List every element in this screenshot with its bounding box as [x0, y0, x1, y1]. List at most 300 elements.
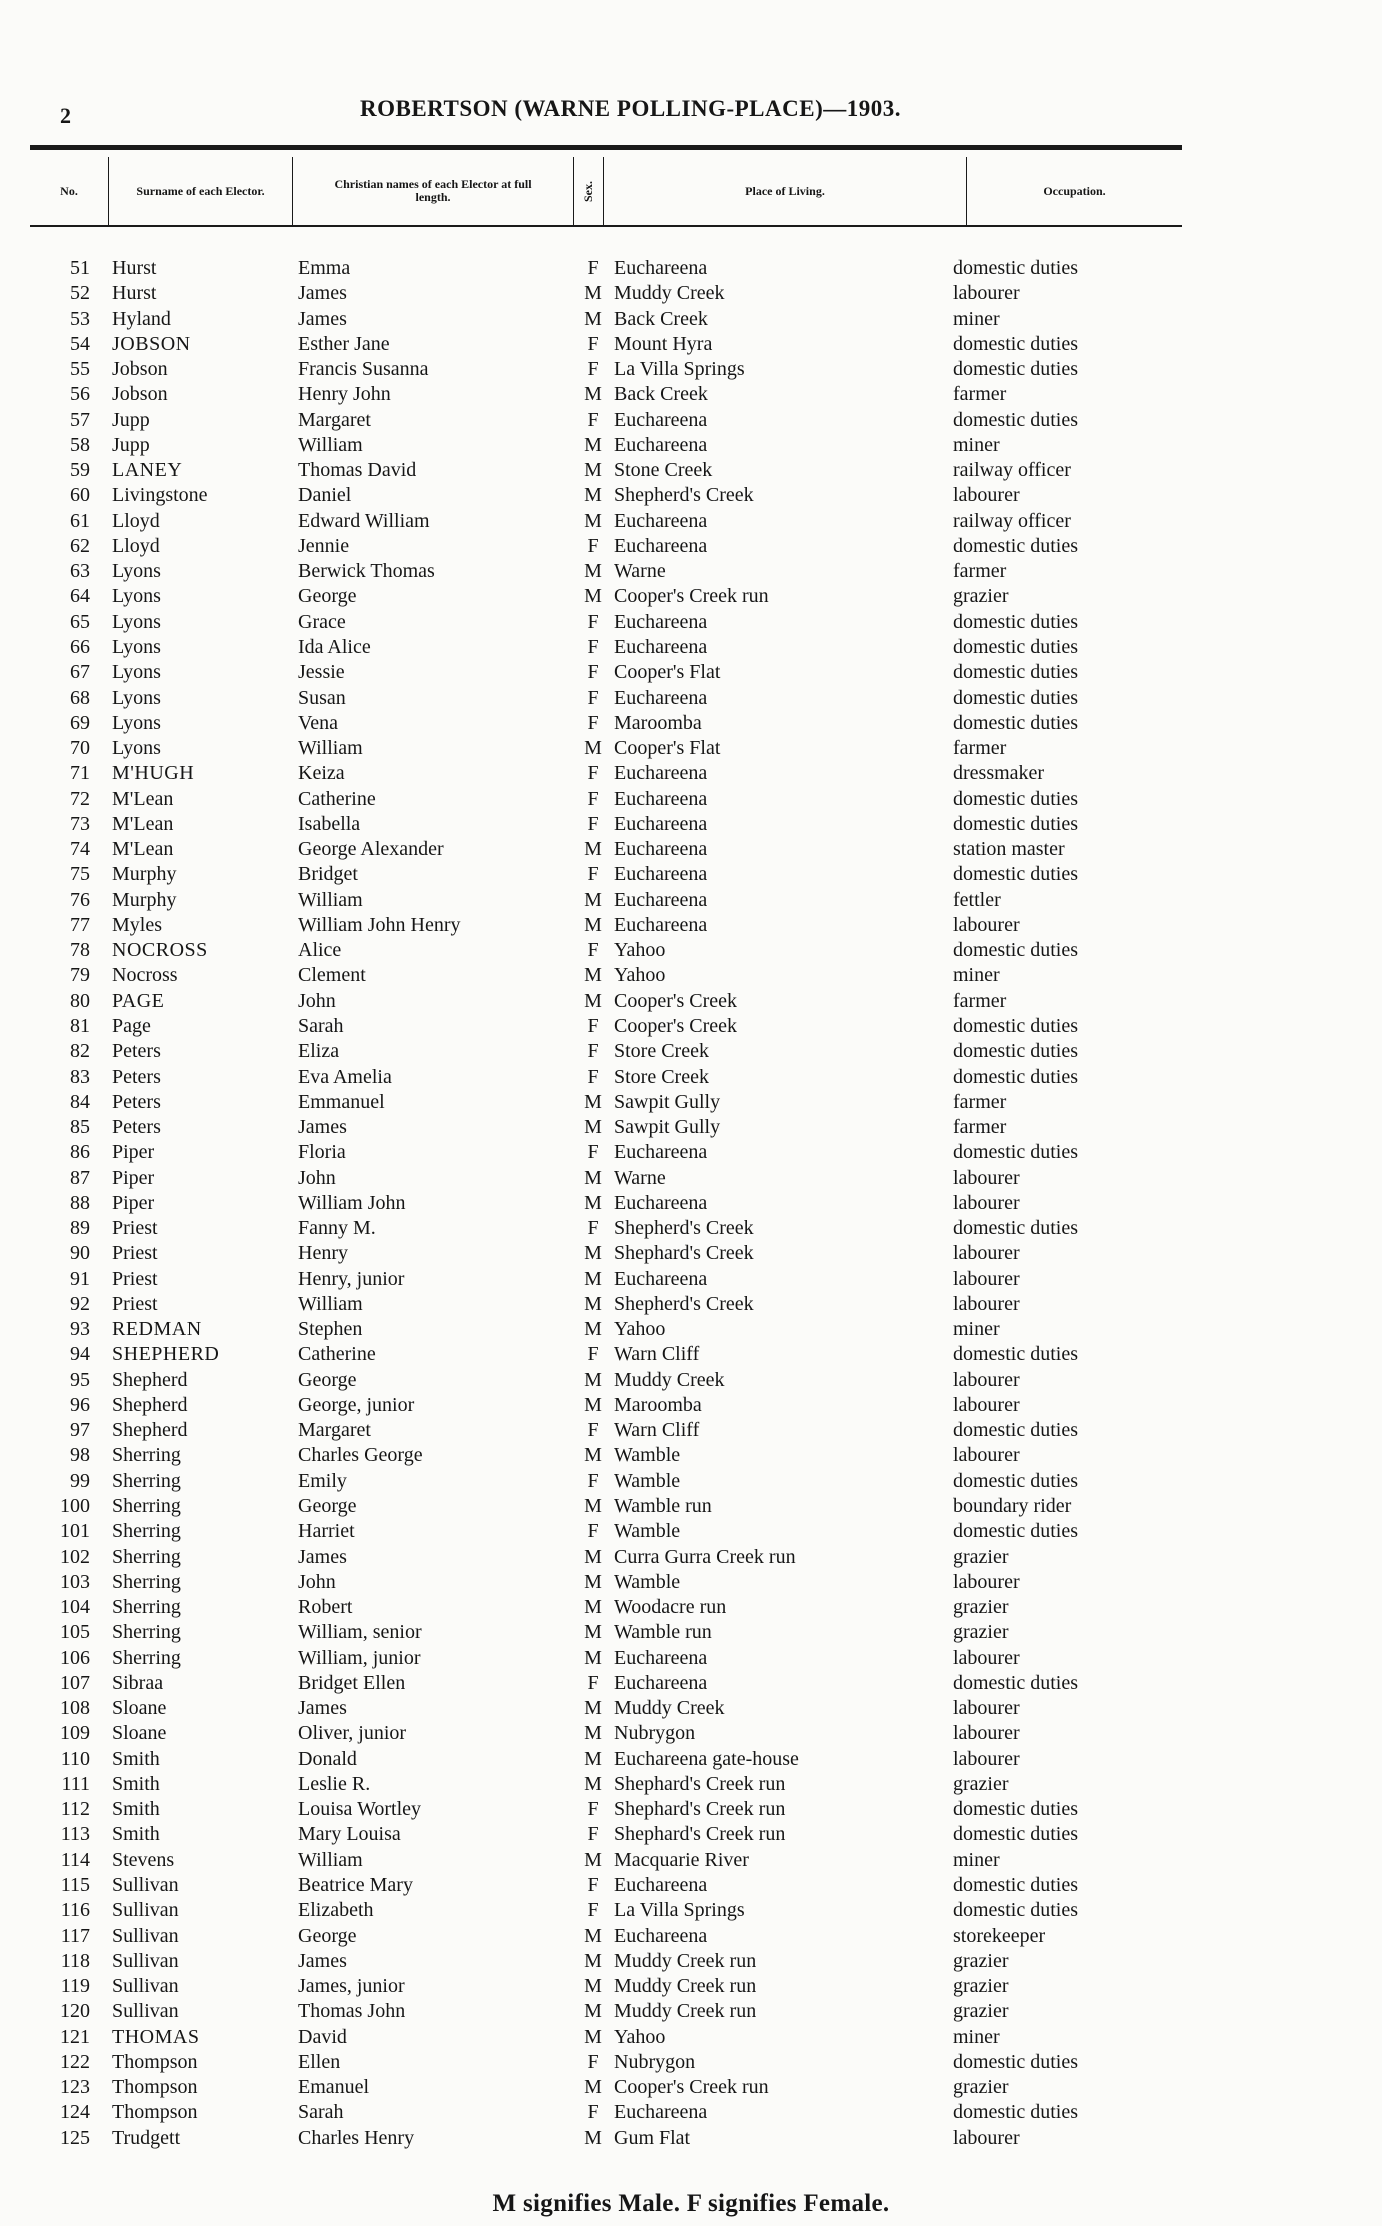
elector-surname: Smith — [112, 1798, 160, 1821]
table-row — [0, 559, 1382, 584]
elector-place-of-living: Sawpit Gully — [614, 1116, 721, 1139]
elector-place-of-living: Muddy Creek run — [614, 1975, 757, 1998]
table-row — [0, 812, 1382, 837]
elector-christian-names: Vena — [298, 711, 338, 734]
elector-surname: Sherring — [112, 1570, 181, 1593]
elector-number: 73 — [70, 812, 90, 835]
elector-sex: M — [584, 1621, 602, 1644]
elector-christian-names: George — [298, 1495, 357, 1518]
elector-christian-names: Jennie — [298, 534, 350, 557]
elector-christian-names: Mary Louisa — [298, 1823, 401, 1846]
elector-number: 94 — [70, 1343, 90, 1366]
elector-christian-names: James — [298, 1697, 347, 1720]
elector-sex: M — [584, 484, 602, 507]
elector-sex: M — [584, 307, 602, 330]
elector-place-of-living: Maroomba — [614, 1393, 702, 1416]
table-row — [0, 382, 1382, 407]
elector-place-of-living: Cooper's Creek run — [614, 585, 769, 608]
elector-place-of-living: Cooper's Creek — [614, 1014, 738, 1037]
elector-number: 55 — [70, 358, 90, 381]
elector-occupation: domestic duties — [953, 1469, 1078, 1492]
elector-number: 119 — [60, 1975, 90, 1998]
elector-surname: Priest — [112, 1217, 158, 1240]
table-row — [0, 1317, 1382, 1342]
elector-christian-names: Louisa Wortley — [298, 1798, 421, 1821]
table-row — [0, 1974, 1382, 1999]
elector-sex: M — [584, 737, 602, 760]
elector-sex: M — [584, 1975, 602, 1998]
elector-christian-names: Susan — [298, 686, 346, 709]
elector-occupation: domestic duties — [953, 1823, 1078, 1846]
elector-sex: M — [584, 509, 602, 532]
elector-surname: Sherring — [112, 1545, 181, 1568]
elector-sex: M — [584, 560, 602, 583]
elector-sex: M — [584, 383, 602, 406]
elector-number: 79 — [70, 964, 90, 987]
elector-surname: Sullivan — [112, 1874, 179, 1896]
elector-place-of-living: Shepherd's Creek — [614, 1217, 754, 1240]
table-row — [0, 1519, 1382, 1544]
elector-surname: M'Lean — [112, 812, 174, 835]
elector-number: 66 — [70, 635, 90, 658]
elector-number: 113 — [60, 1823, 90, 1846]
table-row — [0, 1368, 1382, 1393]
elector-christian-names: Sarah — [298, 2101, 344, 2124]
elector-place-of-living: Muddy Creek — [614, 1697, 725, 1720]
table-row — [0, 1140, 1382, 1165]
elector-occupation: labourer — [953, 1570, 1020, 1593]
elector-sex: M — [584, 2076, 602, 2099]
elector-occupation: domestic duties — [953, 1343, 1078, 1366]
elector-sex: M — [584, 1949, 602, 1972]
elector-sex: F — [587, 1469, 599, 1492]
table-row — [0, 1873, 1382, 1898]
elector-place-of-living: Euchareena — [614, 913, 708, 936]
elector-place-of-living: Warne — [614, 560, 666, 583]
elector-surname: Hurst — [112, 257, 157, 279]
elector-surname: Lyons — [112, 737, 161, 760]
elector-place-of-living: Wamble — [614, 1570, 681, 1593]
elector-sex: M — [584, 1646, 602, 1669]
elector-christian-names: William — [298, 1292, 363, 1315]
elector-occupation: labourer — [953, 1722, 1020, 1745]
elector-number: 88 — [70, 1191, 90, 1214]
table-row — [0, 1191, 1382, 1216]
elector-place-of-living: Shepherd's Creek — [614, 484, 754, 507]
elector-place-of-living: La Villa Springs — [614, 1899, 745, 1922]
elector-place-of-living: Yahoo — [614, 964, 666, 987]
elector-sex: M — [584, 1772, 602, 1795]
elector-place-of-living: Euchareena — [614, 787, 708, 810]
elector-christian-names: John — [298, 1570, 336, 1593]
elector-sex: M — [584, 1292, 602, 1315]
elector-occupation: domestic duties — [953, 257, 1078, 279]
elector-sex: M — [584, 1495, 602, 1518]
elector-number: 121 — [60, 2025, 90, 2048]
elector-surname: Murphy — [112, 863, 177, 886]
elector-occupation: domestic duties — [953, 610, 1078, 633]
table-row — [0, 913, 1382, 938]
elector-surname: Murphy — [112, 888, 177, 911]
elector-sex: F — [587, 1040, 599, 1063]
elector-sex: F — [587, 762, 599, 785]
elector-number: 61 — [70, 509, 90, 532]
elector-number: 124 — [60, 2101, 90, 2124]
elector-surname: Jupp — [112, 433, 150, 456]
elector-christian-names: Emmanuel — [298, 1090, 385, 1113]
elector-place-of-living: Shephard's Creek run — [614, 1823, 786, 1846]
elector-occupation: grazier — [953, 1772, 1009, 1795]
elector-place-of-living: Euchareena — [614, 863, 708, 886]
elector-sex: M — [584, 1444, 602, 1467]
elector-number: 51 — [70, 257, 90, 279]
elector-sex: M — [584, 1697, 602, 1720]
elector-sex: M — [584, 1191, 602, 1214]
elector-occupation: miner — [953, 2025, 1000, 2048]
elector-surname: JOBSON — [112, 332, 191, 355]
table-row — [0, 534, 1382, 559]
elector-number: 64 — [70, 585, 90, 608]
elector-occupation: station master — [953, 838, 1065, 861]
elector-number: 63 — [70, 560, 90, 583]
elector-place-of-living: Yahoo — [614, 1318, 666, 1341]
elector-sex: M — [584, 2000, 602, 2023]
elector-christian-names: Harriet — [298, 1520, 355, 1543]
elector-number: 80 — [70, 989, 90, 1012]
elector-occupation: farmer — [953, 383, 1007, 406]
elector-place-of-living: Euchareena — [614, 1646, 708, 1669]
elector-occupation: grazier — [953, 2000, 1009, 2023]
elector-surname: Sherring — [112, 1596, 181, 1619]
elector-sex: F — [587, 939, 599, 962]
elector-sex: F — [587, 1217, 599, 1240]
elector-number: 112 — [60, 1798, 90, 1821]
elector-occupation: domestic duties — [953, 408, 1078, 431]
elector-christian-names: John — [298, 1166, 336, 1189]
elector-sex: M — [584, 838, 602, 861]
elector-christian-names: Catherine — [298, 787, 376, 810]
elector-occupation: labourer — [953, 1191, 1020, 1214]
elector-number: 89 — [70, 1217, 90, 1240]
elector-surname: Jobson — [112, 383, 168, 406]
elector-christian-names: Emma — [298, 257, 351, 279]
elector-sex: F — [587, 1899, 599, 1922]
elector-number: 84 — [70, 1090, 90, 1113]
elector-sex: F — [587, 1141, 599, 1164]
elector-place-of-living: Euchareena — [614, 1924, 708, 1947]
header-sex — [574, 157, 603, 225]
table-row — [0, 2126, 1382, 2151]
elector-occupation: domestic duties — [953, 2050, 1078, 2073]
elector-sex: M — [584, 964, 602, 987]
table-row — [0, 1772, 1382, 1797]
table-row — [0, 1494, 1382, 1519]
header-surname: Surname of each Elector. — [136, 183, 265, 198]
elector-place-of-living: Cooper's Creek run — [614, 2076, 769, 2099]
table-row — [0, 281, 1382, 306]
elector-surname: Sloane — [112, 1722, 167, 1745]
elector-number: 60 — [70, 484, 90, 507]
elector-place-of-living: Euchareena — [614, 888, 708, 911]
elector-christian-names: George Alexander — [298, 838, 444, 861]
elector-surname: M'Lean — [112, 787, 174, 810]
elector-number: 57 — [70, 408, 90, 431]
elector-number: 93 — [70, 1318, 90, 1341]
elector-surname: LANEY — [112, 459, 183, 482]
elector-surname: Lyons — [112, 661, 161, 684]
elector-place-of-living: Warn Cliff — [614, 1343, 700, 1366]
table-header — [30, 157, 1182, 227]
elector-christian-names: Daniel — [298, 484, 352, 507]
elector-surname: Page — [112, 1014, 151, 1037]
elector-christian-names: George, junior — [298, 1393, 415, 1416]
elector-christian-names: Bridget Ellen — [298, 1671, 406, 1694]
elector-surname: Lyons — [112, 635, 161, 658]
elector-occupation: storekeeper — [953, 1924, 1046, 1947]
elector-surname: Shepherd — [112, 1419, 188, 1442]
elector-occupation: miner — [953, 1318, 1000, 1341]
elector-sex: M — [584, 2126, 602, 2149]
elector-place-of-living: Cooper's Flat — [614, 661, 721, 684]
table-row — [0, 1216, 1382, 1241]
elector-christian-names: Catherine — [298, 1343, 376, 1366]
elector-sex: M — [584, 913, 602, 936]
elector-number: 105 — [60, 1621, 90, 1644]
elector-sex: M — [584, 1747, 602, 1770]
elector-place-of-living: Wamble — [614, 1520, 681, 1543]
table-row — [0, 1924, 1382, 1949]
table-row — [0, 2075, 1382, 2100]
elector-christian-names: John — [298, 989, 336, 1012]
table-row — [0, 1545, 1382, 1570]
table-row — [0, 357, 1382, 382]
elector-christian-names: Fanny M. — [298, 1217, 376, 1240]
elector-christian-names: Sarah — [298, 1014, 344, 1037]
elector-christian-names: Charles Henry — [298, 2126, 415, 2149]
elector-surname: Hyland — [112, 307, 171, 330]
elector-place-of-living: Shepherd's Creek — [614, 1292, 754, 1315]
elector-christian-names: William — [298, 1848, 363, 1871]
elector-place-of-living: Shephard's Creek run — [614, 1798, 786, 1821]
elector-christian-names: David — [298, 2025, 347, 2048]
elector-number: 125 — [60, 2126, 90, 2149]
elector-sex: M — [584, 1722, 602, 1745]
elector-place-of-living: Euchareena — [614, 509, 708, 532]
elector-number: 106 — [60, 1646, 90, 1669]
elector-sex: M — [584, 1368, 602, 1391]
table-row — [0, 1696, 1382, 1721]
elector-number: 77 — [70, 913, 90, 936]
elector-place-of-living: Stone Creek — [614, 459, 713, 482]
elector-surname: NOCROSS — [112, 939, 208, 962]
elector-occupation: dressmaker — [953, 762, 1045, 785]
elector-christian-names: William John — [298, 1191, 406, 1214]
elector-surname: Sullivan — [112, 1949, 179, 1972]
elector-sex: M — [584, 1924, 602, 1947]
table-row — [0, 1267, 1382, 1292]
elector-number: 65 — [70, 610, 90, 633]
elector-occupation: farmer — [953, 560, 1007, 583]
elector-number: 114 — [60, 1848, 90, 1871]
elector-place-of-living: Woodacre run — [614, 1596, 727, 1619]
elector-surname: Priest — [112, 1242, 158, 1265]
elector-occupation: labourer — [953, 1242, 1020, 1265]
header-christian: Christian names of each Elector at full length. — [334, 177, 532, 204]
elector-sex: M — [584, 1267, 602, 1290]
elector-occupation: miner — [953, 964, 1000, 987]
elector-sex: M — [584, 282, 602, 305]
elector-occupation: farmer — [953, 1116, 1007, 1139]
elector-occupation: domestic duties — [953, 1040, 1078, 1063]
elector-occupation: labourer — [953, 1292, 1020, 1315]
table-row — [0, 1039, 1382, 1064]
table-row — [0, 1898, 1382, 1923]
elector-occupation: labourer — [953, 1697, 1020, 1720]
elector-occupation: domestic duties — [953, 787, 1078, 810]
elector-place-of-living: Back Creek — [614, 383, 708, 406]
table-row — [0, 1848, 1382, 1873]
table-row — [0, 1797, 1382, 1822]
elector-place-of-living: Muddy Creek — [614, 282, 725, 305]
elector-christian-names: Emanuel — [298, 2076, 370, 2099]
elector-number: 109 — [60, 1722, 90, 1745]
table-row — [0, 433, 1382, 458]
elector-christian-names: William — [298, 737, 363, 760]
elector-number: 56 — [70, 383, 90, 406]
elector-surname: Lloyd — [112, 534, 160, 557]
elector-surname: Sullivan — [112, 1924, 179, 1947]
elector-surname: Sullivan — [112, 1975, 179, 1998]
elector-number: 103 — [60, 1570, 90, 1593]
elector-christian-names: Ida Alice — [298, 635, 371, 658]
table-row — [0, 761, 1382, 786]
elector-number: 76 — [70, 888, 90, 911]
elector-number: 82 — [70, 1040, 90, 1063]
elector-christian-names: Ellen — [298, 2050, 341, 2073]
elector-occupation: domestic duties — [953, 1065, 1078, 1088]
elector-number: 123 — [60, 2076, 90, 2099]
elector-place-of-living: Euchareena — [614, 762, 708, 785]
table-row — [0, 711, 1382, 736]
elector-sex: F — [587, 332, 599, 355]
elector-sex: M — [584, 1318, 602, 1341]
elector-sex: M — [584, 888, 602, 911]
table-row — [0, 509, 1382, 534]
elector-occupation: domestic duties — [953, 2101, 1078, 2124]
table-row — [0, 1646, 1382, 1671]
elector-christian-names: Floria — [298, 1141, 346, 1164]
elector-occupation: miner — [953, 307, 1000, 330]
elector-surname: Piper — [112, 1166, 155, 1189]
table-row — [0, 787, 1382, 812]
table-row — [0, 1747, 1382, 1772]
elector-occupation: grazier — [953, 1596, 1009, 1619]
elector-surname: REDMAN — [112, 1318, 202, 1341]
elector-christian-names: Henry — [298, 1242, 348, 1265]
elector-sex: F — [587, 1419, 599, 1442]
table-row — [0, 1443, 1382, 1468]
elector-occupation: domestic duties — [953, 711, 1078, 734]
table-row — [0, 1342, 1382, 1367]
elector-place-of-living: Cooper's Flat — [614, 737, 721, 760]
elector-number: 118 — [60, 1949, 90, 1972]
elector-occupation: labourer — [953, 1267, 1020, 1290]
elector-occupation: domestic duties — [953, 358, 1078, 381]
elector-place-of-living: Euchareena — [614, 686, 708, 709]
table-row — [0, 1999, 1382, 2024]
elector-surname: Sullivan — [112, 1899, 179, 1922]
header-place: Place of Living. — [745, 183, 825, 198]
elector-number: 68 — [70, 686, 90, 709]
elector-surname: M'HUGH — [112, 762, 195, 785]
elector-place-of-living: Wamble run — [614, 1495, 712, 1518]
elector-sex: F — [587, 2050, 599, 2073]
table-row — [0, 307, 1382, 332]
elector-surname: Priest — [112, 1267, 158, 1290]
elector-sex: M — [584, 433, 602, 456]
elector-occupation: domestic duties — [953, 534, 1078, 557]
header-occupation: Occupation. — [1043, 183, 1106, 198]
elector-christian-names: Margaret — [298, 408, 371, 431]
elector-sex: F — [587, 711, 599, 734]
elector-surname: Sherring — [112, 1495, 181, 1518]
elector-number: 117 — [60, 1924, 90, 1947]
elector-surname: Shepherd — [112, 1368, 188, 1391]
elector-sex: F — [587, 661, 599, 684]
elector-number: 115 — [60, 1874, 90, 1896]
elector-occupation: grazier — [953, 1545, 1009, 1568]
elector-occupation: domestic duties — [953, 1874, 1078, 1896]
elector-sex: M — [584, 1166, 602, 1189]
elector-surname: Sherring — [112, 1520, 181, 1543]
elector-sex: F — [587, 1343, 599, 1366]
elector-occupation: domestic duties — [953, 1899, 1078, 1922]
elector-occupation: labourer — [953, 1393, 1020, 1416]
elector-place-of-living: Warne — [614, 1166, 666, 1189]
elector-number: 107 — [60, 1671, 90, 1694]
elector-occupation: grazier — [953, 1621, 1009, 1644]
elector-sex: F — [587, 1065, 599, 1088]
elector-christian-names: Esther Jane — [298, 332, 390, 355]
elector-occupation: labourer — [953, 913, 1020, 936]
elector-number: 62 — [70, 534, 90, 557]
elector-surname: Lyons — [112, 686, 161, 709]
elector-occupation: domestic duties — [953, 939, 1078, 962]
elector-sex: F — [587, 610, 599, 633]
elector-christian-names: James — [298, 282, 347, 305]
elector-occupation: domestic duties — [953, 1419, 1078, 1442]
elector-sex: M — [584, 1090, 602, 1113]
table-row — [0, 888, 1382, 913]
elector-number: 116 — [60, 1899, 90, 1922]
elector-number: 100 — [60, 1495, 90, 1518]
table-row — [0, 862, 1382, 887]
elector-place-of-living: Euchareena — [614, 812, 708, 835]
elector-place-of-living: Maroomba — [614, 711, 702, 734]
elector-christian-names: Francis Susanna — [298, 358, 429, 381]
table-row — [0, 989, 1382, 1014]
elector-occupation: domestic duties — [953, 863, 1078, 886]
elector-surname: SHEPHERD — [112, 1343, 220, 1366]
elector-place-of-living: Muddy Creek run — [614, 2000, 757, 2023]
elector-sex: F — [587, 1823, 599, 1846]
elector-sex: F — [587, 686, 599, 709]
elector-surname: Lyons — [112, 711, 161, 734]
elector-place-of-living: Mount Hyra — [614, 332, 713, 355]
table-row — [0, 938, 1382, 963]
elector-place-of-living: Wamble run — [614, 1621, 712, 1644]
elector-occupation: domestic duties — [953, 1798, 1078, 1821]
